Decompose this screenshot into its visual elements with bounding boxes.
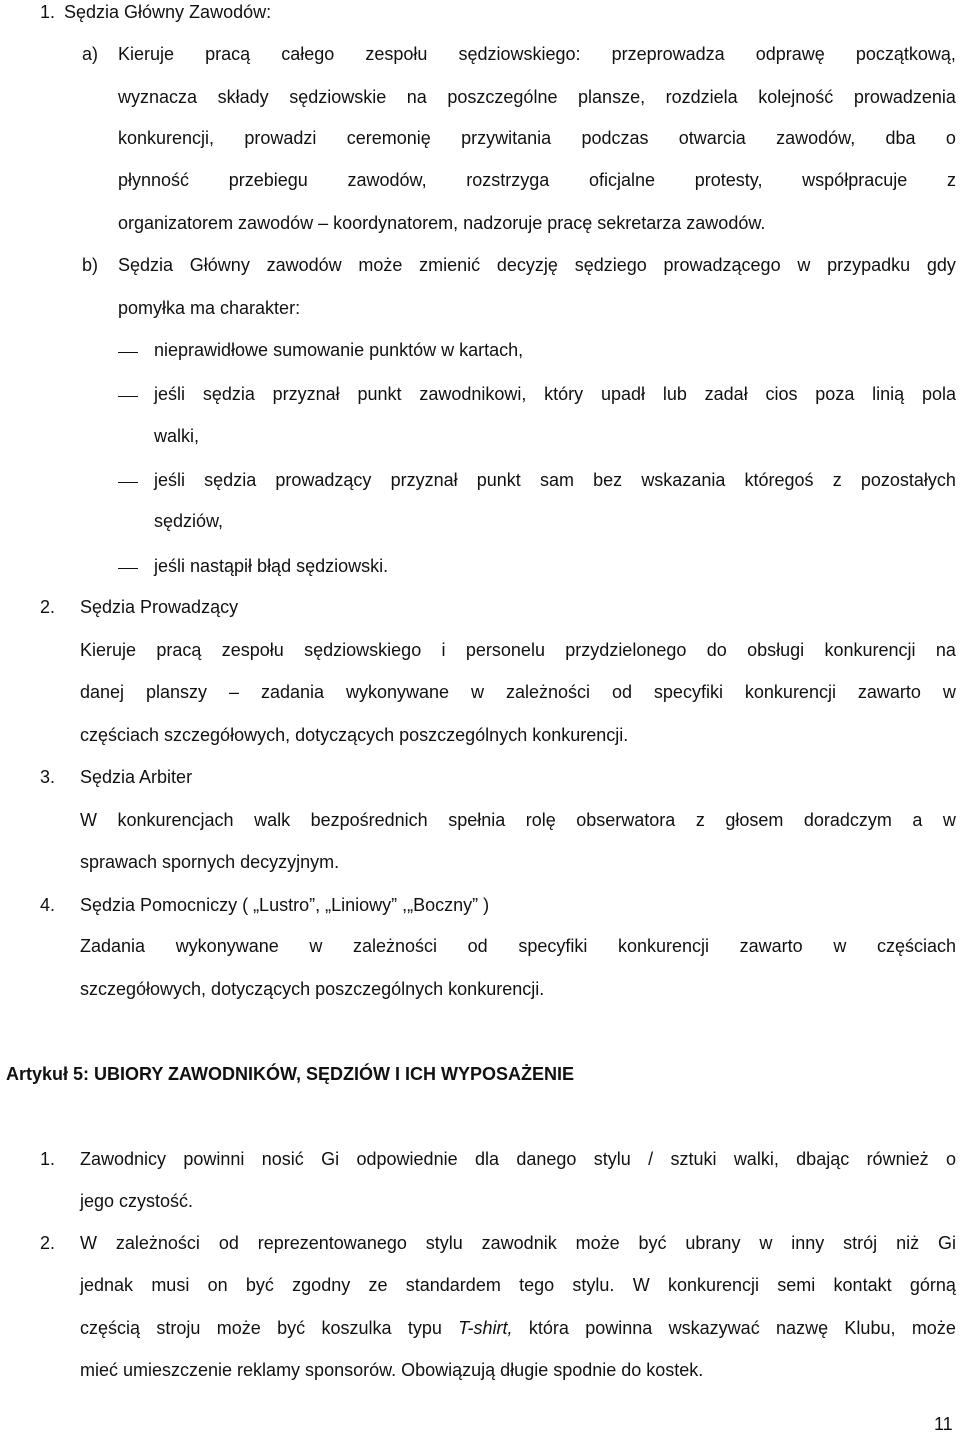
- paragraph-line: Zadania wykonywane w zależności od specyfiki konkurencji zawarto w częściach: [80, 936, 956, 956]
- section-title: Sędzia Główny Zawodów:: [64, 2, 272, 22]
- article-heading: Artykuł 5: UBIORY ZAWODNIKÓW, SĘDZIÓW I ICH WYPOSAŻENIE: [6, 1064, 575, 1084]
- paragraph-line: organizatorem zawodów – koordynatorem, nadzoruje pracę sekretarza zawodów.: [118, 213, 766, 233]
- paragraph-line: jego czystość.: [80, 1191, 194, 1211]
- bullet-text: jeśli nastąpił błąd sędziowski.: [154, 556, 389, 576]
- paragraph-line: Kieruje pracą zespołu sędziowskiego i personelu przydzielonego do obsługi konkurencji na: [80, 640, 956, 660]
- paragraph-line: konkurencji, prowadzi ceremonię przywitania podczas otwarcia zawodów, dba o: [118, 128, 956, 148]
- paragraph-line: danej planszy – zadania wykonywane w zależności od specyfiki konkurencji zawarto w: [80, 682, 956, 702]
- paragraph-line: W konkurencjach walk bezpośrednich spełnia rolę obserwatora z głosem doradczym a w: [80, 810, 956, 830]
- paragraph-line: płynność przebiegu zawodów, rozstrzyga oficjalne protesty, współpracuje z: [118, 170, 956, 190]
- bullet-dash: [118, 568, 138, 569]
- paragraph-line: pomyłka ma charakter:: [118, 298, 301, 318]
- bullet-text: jeśli sędzia przyznał punkt zawodnikowi, który upadł lub zadał cios poza linią pola: [154, 384, 956, 404]
- bullet-dash: [118, 482, 138, 483]
- paragraph-line: szczegółowych, dotyczących poszczególnych konkurencji.: [80, 979, 545, 999]
- bullet-text: jeśli sędzia prowadzący przyznał punkt sam bez wskazania któregoś z pozostałych: [154, 470, 956, 490]
- bullet-dash: [118, 352, 138, 353]
- item-number: 2.: [40, 1233, 56, 1253]
- item-label: a): [82, 44, 99, 64]
- section-number: 1.: [40, 2, 56, 22]
- section-number: 4.: [40, 895, 56, 915]
- item-number: 1.: [40, 1149, 56, 1169]
- section-number: 2.: [40, 597, 56, 617]
- bullet-text: nieprawidłowe sumowanie punktów w kartach,: [154, 340, 524, 360]
- section-title: Sędzia Arbiter: [80, 767, 193, 787]
- bullet-text: sędziów,: [154, 511, 224, 531]
- paragraph-line: W zależności od reprezentowanego stylu zawodnik może być ubrany w inny strój niż Gi: [80, 1233, 956, 1253]
- page-number: 11: [934, 1414, 953, 1434]
- paragraph-line: częścią stroju może być koszulka typu T-shirt, która powinna wskazywać nazwę Klubu, może: [80, 1318, 956, 1338]
- bullet-text: walki,: [154, 426, 200, 446]
- item-label: b): [82, 255, 99, 275]
- bullet-dash: [118, 396, 138, 397]
- section-number: 3.: [40, 767, 56, 787]
- paragraph-line: częściach szczegółowych, dotyczących poszczególnych konkurencji.: [80, 725, 629, 745]
- paragraph-line: jednak musi on być zgodny ze standardem tego stylu. W konkurencji semi kontakt górną: [80, 1275, 956, 1295]
- paragraph-line: Sędzia Główny zawodów może zmienić decyzję sędziego prowadzącego w przypadku gdy: [118, 255, 956, 275]
- paragraph-line: Kieruje pracą całego zespołu sędziowskiego: przeprowadza odprawę początkową,: [118, 44, 956, 64]
- paragraph-line: wyznacza składy sędziowskie na poszczególne plansze, rozdziela kolejność prowadzenia: [118, 87, 956, 107]
- paragraph-line: mieć umieszczenie reklamy sponsorów. Obowiązują długie spodnie do kostek.: [80, 1360, 704, 1380]
- section-title: Sędzia Pomocniczy ( „Lustro”, „Liniowy” ,„Boczny” ): [80, 895, 490, 915]
- paragraph-line: sprawach spornych decyzyjnym.: [80, 852, 340, 872]
- paragraph-line: Zawodnicy powinni nosić Gi odpowiednie dla danego stylu / sztuki walki, dbając również o: [80, 1149, 956, 1169]
- section-title: Sędzia Prowadzący: [80, 597, 239, 617]
